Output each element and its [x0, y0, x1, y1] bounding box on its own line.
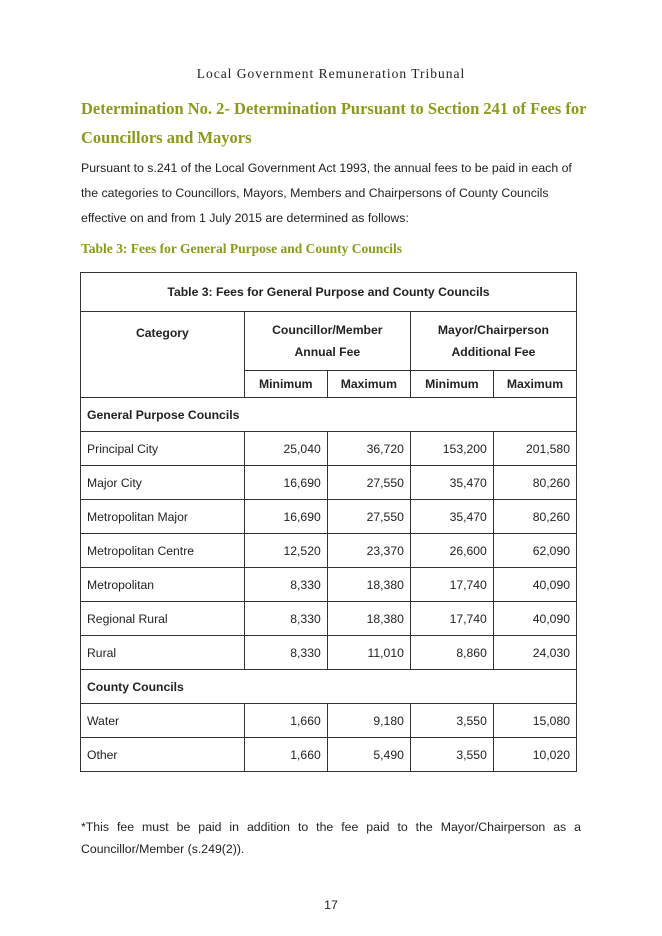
category-cell: Major City: [81, 466, 245, 500]
mayor-min-cell: 17,740: [410, 602, 493, 636]
page-number: 17: [324, 898, 338, 912]
section-row: [81, 670, 577, 704]
mayor-max-cell: 80,260: [493, 466, 576, 500]
mayor-min-cell: 3,550: [410, 704, 493, 738]
mayor-min-cell: 153,200: [410, 432, 493, 466]
category-cell: Water: [81, 704, 245, 738]
document-header: Local Government Remuneration Tribunal: [196, 66, 466, 81]
category-cell: Regional Rural: [81, 602, 245, 636]
table-row: [81, 636, 577, 670]
fees-table: [80, 272, 577, 772]
footnote: *This fee must be paid in addition to the fee paid to the Mayor/Chairperson as a Councillor/Member (s.249(2)).: [81, 820, 581, 856]
councillor-max-cell: 27,550: [327, 500, 410, 534]
mayor-max-cell: 15,080: [493, 704, 576, 738]
councillor-max-cell: 9,180: [327, 704, 410, 738]
mayor-max-cell: 40,090: [493, 568, 576, 602]
councillor-fee-header-line1: Councillor/Member: [272, 323, 383, 337]
category-header: [81, 312, 245, 398]
mayor-max-cell: 62,090: [493, 534, 576, 568]
mayor-min-header: Minimum: [410, 371, 493, 398]
mayor-max-cell: 40,090: [493, 602, 576, 636]
mayor-max-header: Maximum: [493, 371, 576, 398]
councillor-max-cell: 23,370: [327, 534, 410, 568]
mayor-max-cell: 80,260: [493, 500, 576, 534]
councillor-min-cell: 1,660: [244, 738, 327, 772]
councillor-max-cell: 18,380: [327, 568, 410, 602]
mayor-fee-header-line1: Mayor/Chairperson: [437, 323, 549, 337]
councillor-max-header: Maximum: [327, 371, 410, 398]
category-cell: Rural: [81, 636, 245, 670]
councillor-min-cell: 12,520: [244, 534, 327, 568]
councillor-min-cell: 8,330: [244, 568, 327, 602]
mayor-fee-header-line2: Additional Fee: [451, 345, 536, 359]
mayor-fee-header: [410, 312, 576, 371]
councillor-fee-header: [244, 312, 410, 371]
table-row: [81, 738, 577, 772]
section-title: General Purpose Councils: [81, 398, 577, 432]
mayor-max-cell: 201,580: [493, 432, 576, 466]
page-title: Determination No. 2- Determination Pursuant to Section 241 of Fees for Councillors and Mayors: [81, 99, 587, 147]
table-caption-row: [81, 273, 577, 312]
table-header-row: [81, 312, 577, 371]
mayor-max-cell: 10,020: [493, 738, 576, 772]
councillor-min-cell: 8,330: [244, 636, 327, 670]
councillor-max-cell: 5,490: [327, 738, 410, 772]
table-row: [81, 466, 577, 500]
table-heading: Table 3: Fees for General Purpose and County Councils: [81, 241, 403, 256]
mayor-min-cell: 3,550: [410, 738, 493, 772]
table-row: [81, 568, 577, 602]
mayor-max-cell: 24,030: [493, 636, 576, 670]
category-cell: Metropolitan Centre: [81, 534, 245, 568]
councillor-max-cell: 36,720: [327, 432, 410, 466]
category-cell: Metropolitan Major: [81, 500, 245, 534]
mayor-min-cell: 8,860: [410, 636, 493, 670]
councillor-max-cell: 11,010: [327, 636, 410, 670]
category-cell: Metropolitan: [81, 568, 245, 602]
category-header-label: Category: [135, 326, 189, 340]
table-row: [81, 500, 577, 534]
mayor-min-cell: 35,470: [410, 500, 493, 534]
councillor-min-cell: 1,660: [244, 704, 327, 738]
category-cell: Other: [81, 738, 245, 772]
councillor-max-cell: 27,550: [327, 466, 410, 500]
councillor-min-header: Minimum: [244, 371, 327, 398]
councillor-min-cell: 25,040: [244, 432, 327, 466]
table-row: [81, 704, 577, 738]
table-row: [81, 432, 577, 466]
table-row: [81, 602, 577, 636]
table-caption: Table 3: Fees for General Purpose and County Councils: [81, 273, 577, 312]
mayor-min-cell: 17,740: [410, 568, 493, 602]
councillor-min-cell: 16,690: [244, 500, 327, 534]
intro-paragraph: Pursuant to s.241 of the Local Government Act 1993, the annual fees to be paid in each of the categories to Councillors, Mayors, Members and Chairpersons of County Councils effective on and from 1 July 2015 are determined as follows:: [81, 161, 572, 225]
councillor-fee-header-line2: Annual Fee: [294, 345, 361, 359]
councillor-min-cell: 8,330: [244, 602, 327, 636]
table-row: [81, 534, 577, 568]
mayor-min-cell: 35,470: [410, 466, 493, 500]
mayor-min-cell: 26,600: [410, 534, 493, 568]
councillor-max-cell: 18,380: [327, 602, 410, 636]
category-cell: Principal City: [81, 432, 245, 466]
section-title: County Councils: [81, 670, 577, 704]
section-row: [81, 398, 577, 432]
councillor-min-cell: 16,690: [244, 466, 327, 500]
